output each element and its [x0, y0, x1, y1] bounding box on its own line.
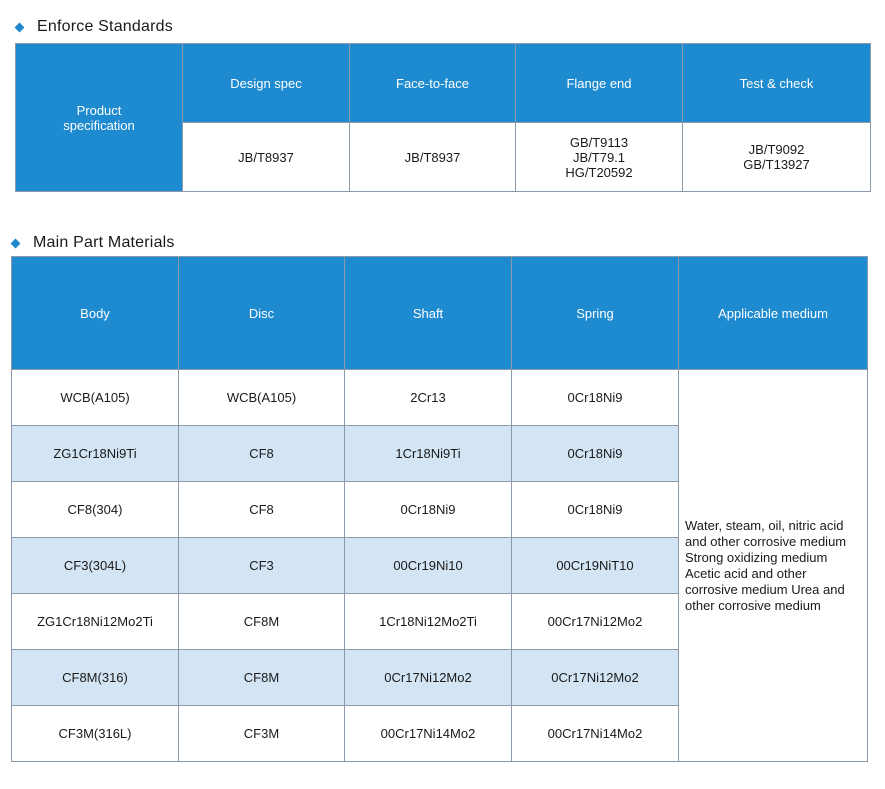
- header-test-check: Test & check: [683, 44, 871, 123]
- main-part-materials-title: [12, 234, 175, 252]
- shaft-cell: 0Cr18Ni9: [345, 482, 512, 538]
- diamond-bullet-icon: [15, 22, 25, 32]
- flange-end-value-2: JB/T79.1: [572, 149, 626, 165]
- standards-header-row: [16, 44, 871, 123]
- spring-cell: 0Cr18Ni9: [512, 426, 679, 482]
- enforce-standards-title-text: Enforce Standards: [37, 18, 173, 35]
- value-flange-end: [516, 123, 683, 192]
- disc-cell: CF8: [179, 482, 345, 538]
- body-cell: ZG1Cr18Ni12Mo2Ti: [12, 594, 179, 650]
- enforce-standards-title: [16, 18, 173, 36]
- body-cell: CF3M(316L): [12, 706, 179, 762]
- shaft-cell: 2Cr13: [345, 370, 512, 426]
- disc-cell: CF8: [179, 426, 345, 482]
- header-body: Body: [12, 257, 179, 370]
- materials-table: [11, 256, 868, 762]
- design-spec-value: JB/T8937: [238, 149, 294, 165]
- product-spec-label-text: Product specification: [63, 102, 135, 133]
- disc-cell: CF8M: [179, 594, 345, 650]
- header-applicable-medium: Applicable medium: [679, 257, 868, 370]
- product-spec-label: [16, 44, 183, 192]
- body-cell: CF8M(316): [12, 650, 179, 706]
- test-check-value-1: JB/T9092: [748, 142, 805, 157]
- materials-header-row: [12, 257, 868, 370]
- value-design-spec: [183, 123, 350, 192]
- header-spring: Spring: [512, 257, 679, 370]
- disc-cell: CF8M: [179, 650, 345, 706]
- test-check-value-2: GB/T13927: [743, 157, 810, 172]
- enforce-standards-table: [15, 43, 871, 192]
- body-cell: ZG1Cr18Ni9Ti: [12, 426, 179, 482]
- body-cell: CF8(304): [12, 482, 179, 538]
- disc-cell: WCB(A105): [179, 370, 345, 426]
- flange-end-value-3: HG/T20592: [565, 164, 633, 180]
- spring-cell: 00Cr17Ni14Mo2: [512, 706, 679, 762]
- value-face-to-face: [350, 123, 516, 192]
- shaft-cell: 1Cr18Ni12Mo2Ti: [345, 594, 512, 650]
- spring-cell: 00Cr17Ni12Mo2: [512, 594, 679, 650]
- applicable-medium-cell: [679, 370, 868, 762]
- header-shaft: Shaft: [345, 257, 512, 370]
- diamond-bullet-icon: [11, 238, 21, 248]
- disc-cell: CF3: [179, 538, 345, 594]
- spring-cell: 0Cr18Ni9: [512, 482, 679, 538]
- value-test-check: [683, 123, 871, 192]
- shaft-cell: 1Cr18Ni9Ti: [345, 426, 512, 482]
- applicable-medium-text: Water, steam, oil, nitric acid and other corrosive medium Strong oxidizing medium Acetic acid and other corrosive medium Urea and other corrosive medium: [685, 517, 847, 613]
- spring-cell: 0Cr17Ni12Mo2: [512, 650, 679, 706]
- body-cell: CF3(304L): [12, 538, 179, 594]
- shaft-cell: 00Cr19Ni10: [345, 538, 512, 594]
- flange-end-value-1: GB/T9113: [569, 134, 629, 150]
- shaft-cell: 0Cr17Ni12Mo2: [345, 650, 512, 706]
- header-disc: Disc: [179, 257, 345, 370]
- face-to-face-value: JB/T8937: [404, 149, 461, 165]
- header-design-spec: Design spec: [183, 44, 350, 123]
- spring-cell: 00Cr19NiT10: [512, 538, 679, 594]
- body-cell: WCB(A105): [12, 370, 179, 426]
- disc-cell: CF3M: [179, 706, 345, 762]
- spring-cell: 0Cr18Ni9: [512, 370, 679, 426]
- header-flange-end: Flange end: [516, 44, 683, 123]
- header-face-to-face: Face-to-face: [350, 44, 516, 123]
- table-row: [12, 370, 868, 426]
- main-part-materials-title-text: Main Part Materials: [33, 234, 175, 251]
- shaft-cell: 00Cr17Ni14Mo2: [345, 706, 512, 762]
